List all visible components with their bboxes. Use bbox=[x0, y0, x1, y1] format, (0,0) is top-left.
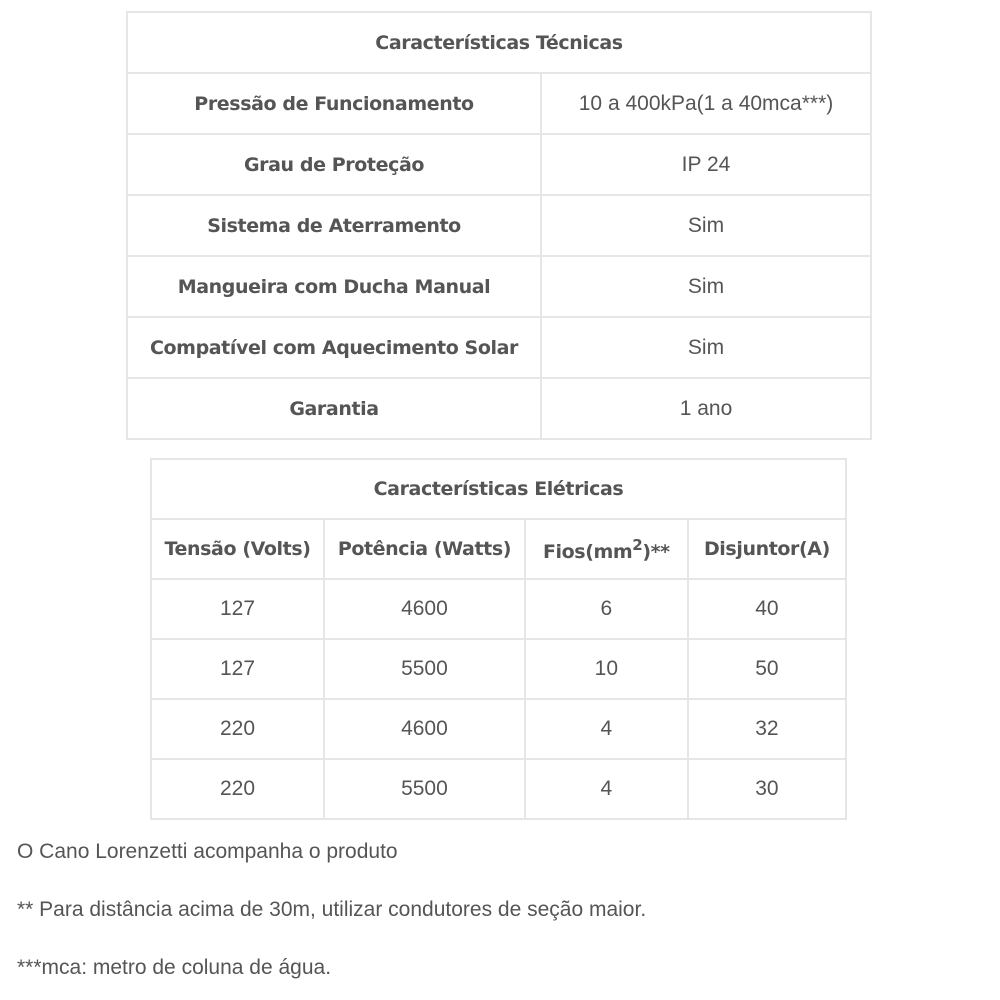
header-voltage: Tensão (Volts) bbox=[151, 519, 324, 579]
table-row bbox=[151, 699, 846, 759]
header-wires bbox=[525, 519, 688, 579]
cell-breaker: 30 bbox=[688, 759, 846, 819]
spec-label: Pressão de Funcionamento bbox=[127, 73, 541, 134]
note-mca-definition: ***mca: metro de coluna de água. bbox=[17, 956, 332, 979]
cell-wires: 4 bbox=[525, 699, 688, 759]
table-row bbox=[127, 134, 871, 195]
table-header-row bbox=[151, 519, 846, 579]
cell-power: 5500 bbox=[324, 639, 525, 699]
spec-value: Sim bbox=[541, 195, 871, 256]
note-pipe-included: O Cano Lorenzetti acompanha o produto bbox=[17, 840, 398, 863]
table-row bbox=[151, 639, 846, 699]
table-row bbox=[127, 73, 871, 134]
header-breaker: Disjuntor(A) bbox=[688, 519, 846, 579]
spec-value: Sim bbox=[541, 317, 871, 378]
table-row bbox=[127, 378, 871, 439]
cell-voltage: 127 bbox=[151, 639, 324, 699]
cell-breaker: 40 bbox=[688, 579, 846, 639]
table-title-row bbox=[151, 459, 846, 519]
cell-breaker: 32 bbox=[688, 699, 846, 759]
technical-specs-table bbox=[126, 11, 872, 440]
spec-label: Garantia bbox=[127, 378, 541, 439]
cell-wires: 4 bbox=[525, 759, 688, 819]
header-wires-superscript: 2 bbox=[632, 535, 643, 554]
cell-voltage: 220 bbox=[151, 699, 324, 759]
spec-label: Grau de Proteção bbox=[127, 134, 541, 195]
table-title-row bbox=[127, 12, 871, 73]
cell-breaker: 50 bbox=[688, 639, 846, 699]
table-row bbox=[127, 256, 871, 317]
table-row bbox=[127, 195, 871, 256]
cell-power: 5500 bbox=[324, 759, 525, 819]
cell-wires: 6 bbox=[525, 579, 688, 639]
header-wires-suffix: )** bbox=[642, 540, 670, 563]
note-wire-distance: ** Para distância acima de 30m, utilizar condutores de seção maior. bbox=[17, 898, 647, 921]
spec-label: Mangueira com Ducha Manual bbox=[127, 256, 541, 317]
table-row bbox=[151, 579, 846, 639]
technical-specs-title: Características Técnicas bbox=[127, 12, 871, 73]
header-power: Potência (Watts) bbox=[324, 519, 525, 579]
spec-label: Sistema de Aterramento bbox=[127, 195, 541, 256]
cell-wires: 10 bbox=[525, 639, 688, 699]
header-wires-prefix: Fios(mm bbox=[542, 540, 633, 563]
table-row bbox=[151, 759, 846, 819]
spec-label: Compatível com Aquecimento Solar bbox=[127, 317, 541, 378]
electrical-specs-table bbox=[150, 458, 847, 820]
spec-value: 1 ano bbox=[541, 378, 871, 439]
cell-power: 4600 bbox=[324, 579, 525, 639]
electrical-specs-title: Características Elétricas bbox=[151, 459, 846, 519]
table-row bbox=[127, 317, 871, 378]
cell-power: 4600 bbox=[324, 699, 525, 759]
spec-value: 10 a 400kPa(1 a 40mca***) bbox=[541, 73, 871, 134]
spec-value: IP 24 bbox=[541, 134, 871, 195]
cell-voltage: 220 bbox=[151, 759, 324, 819]
cell-voltage: 127 bbox=[151, 579, 324, 639]
spec-value: Sim bbox=[541, 256, 871, 317]
